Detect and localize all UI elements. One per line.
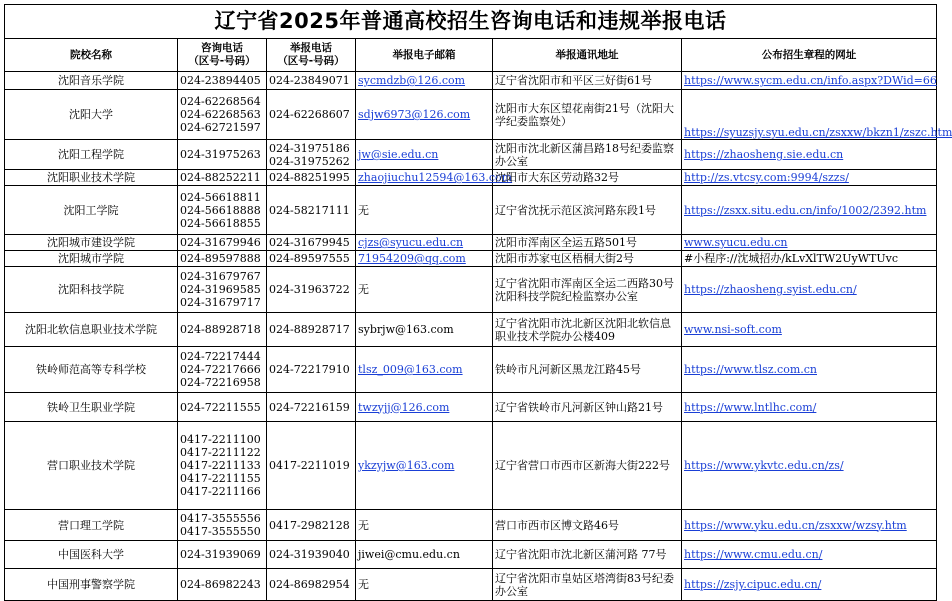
- email-text: 无: [358, 578, 369, 591]
- table-row: [5, 90, 937, 140]
- report-phone: 024-72217910: [269, 363, 350, 376]
- email-text: 无: [358, 203, 369, 217]
- consult-phone: 024-62721597: [180, 121, 261, 134]
- report-phone-cell: [267, 347, 356, 393]
- report-address: 辽宁省沈阳市浑南区全运二西路30号沈阳科技学院纪检监察办公室: [495, 276, 674, 303]
- school-name: 铁岭卫生职业学院: [47, 400, 135, 414]
- table-row: [5, 313, 937, 347]
- website-link[interactable]: www.nsi-soft.com: [684, 323, 782, 336]
- school-name-cell: [5, 422, 178, 510]
- consult-phone-cell: [178, 72, 267, 90]
- table-row: [5, 569, 937, 601]
- email-text: sybrjw@163.com: [358, 323, 454, 336]
- website-link[interactable]: https://zhaosheng.syist.edu.cn/: [684, 283, 857, 296]
- consult-phone: 024-31679767: [180, 270, 261, 283]
- header-email: 举报电子邮箱: [356, 39, 493, 72]
- table-body: [5, 72, 952, 601]
- report-phone: 024-88928717: [269, 323, 350, 336]
- consult-phone: 024-86982243: [180, 578, 261, 591]
- website-link[interactable]: https://www.sycm.edu.cn/info.aspx?DWid=66: [684, 74, 937, 87]
- school-name-cell: [5, 541, 178, 569]
- report-address-cell: [493, 510, 682, 541]
- page-title: 辽宁省2025年普通高校招生咨询电话和违规举报电话: [5, 5, 937, 39]
- report-address: 沈阳市大东区望花南街21号（沈阳大学纪委监察处）: [495, 101, 674, 128]
- school-name: 中国刑事警察学院: [47, 578, 135, 591]
- email-link[interactable]: jw@sie.edu.cn: [358, 148, 439, 161]
- email-text: 无: [358, 283, 369, 296]
- report-email-cell: [356, 541, 493, 569]
- school-name: 沈阳科技学院: [58, 283, 124, 296]
- table-row: [5, 170, 937, 186]
- report-phone-cell: [267, 251, 356, 267]
- consult-phone: 024-62268564: [180, 95, 261, 108]
- report-address-cell: [493, 186, 682, 235]
- school-name-cell: [5, 347, 178, 393]
- report-address: 辽宁省沈阳市皇姑区塔湾街83号纪委办公室: [495, 571, 674, 598]
- report-email-cell: [356, 186, 493, 235]
- report-email-cell: [356, 393, 493, 422]
- school-name: 沈阳职业技术学院: [47, 171, 135, 184]
- consult-phone-cell: [178, 251, 267, 267]
- report-phone-cell: [267, 170, 356, 186]
- report-phone: 024-31963722: [269, 283, 350, 296]
- website-cell: [682, 267, 937, 313]
- report-address-cell: [493, 313, 682, 347]
- consult-phone-cell: [178, 541, 267, 569]
- email-link[interactable]: zhaojiuchu12594@163.com: [358, 171, 513, 184]
- enrollment-hotline-table: [4, 4, 952, 601]
- consult-phone: 024-72217666: [180, 363, 261, 376]
- consult-phone-cell: [178, 140, 267, 170]
- website-cell: [682, 347, 937, 393]
- title-row: [5, 5, 937, 39]
- school-name-cell: [5, 313, 178, 347]
- email-link[interactable]: twzyjj@126.com: [358, 400, 450, 414]
- school-name-cell: [5, 140, 178, 170]
- website-cell: [682, 510, 937, 541]
- report-address: 辽宁省铁岭市凡河新区钟山路21号: [495, 400, 663, 414]
- school-name: 沈阳大学: [69, 108, 113, 121]
- consult-phone-cell: [178, 422, 267, 510]
- school-name-cell: [5, 510, 178, 541]
- school-name-cell: [5, 393, 178, 422]
- website-link[interactable]: https://www.cmu.edu.cn/: [684, 548, 823, 561]
- report-phone: 0417-2982128: [269, 518, 350, 532]
- report-address-cell: [493, 267, 682, 313]
- website-cell: [682, 251, 937, 267]
- report-address: 沈阳市苏家屯区梧桐大街2号: [495, 252, 634, 265]
- website-text: #小程序://沈城招办/kLvXlTW2UyWTUvc: [684, 252, 898, 265]
- report-address-cell: [493, 251, 682, 267]
- school-name: 沈阳城市学院: [58, 252, 124, 265]
- report-email-cell: [356, 90, 493, 140]
- report-phone-cell: [267, 186, 356, 235]
- report-phone: 024-72216159: [269, 400, 350, 414]
- school-name: 沈阳北软信息职业技术学院: [25, 323, 157, 336]
- consult-phone-cell: [178, 347, 267, 393]
- report-address: 铁岭市凡河新区黑龙江路45号: [495, 363, 641, 376]
- consult-phone: 024-62268563: [180, 108, 261, 121]
- website-cell: [682, 170, 937, 186]
- report-address-cell: [493, 393, 682, 422]
- consult-phone: 024-31679946: [180, 236, 261, 249]
- email-link[interactable]: sycmdzb@126.com: [358, 74, 466, 87]
- consult-phone: 024-56618855: [180, 216, 261, 230]
- consult-phone: 0417-3555556: [180, 512, 261, 525]
- school-name-cell: [5, 186, 178, 235]
- report-email-cell: [356, 235, 493, 251]
- website-link[interactable]: http://zs.vtcsy.com:9994/szzs/: [684, 171, 849, 184]
- report-email-cell: [356, 170, 513, 186]
- report-phone: 024-89597555: [269, 252, 350, 265]
- email-text: 无: [358, 518, 369, 532]
- report-phone: 024-31975186: [269, 141, 350, 155]
- website-link[interactable]: https://www.ykvtc.edu.cn/zs/: [684, 459, 844, 472]
- table-row: [5, 186, 937, 235]
- school-name-cell: [5, 267, 178, 313]
- table-row: [5, 72, 937, 90]
- header-address: 举报通讯地址: [493, 39, 682, 72]
- consult-phone-cell: [178, 393, 267, 422]
- consult-phone: 024-56618811: [180, 190, 261, 204]
- website-link[interactable]: https://zsxx.situ.edu.cn/info/1002/2392.htm: [684, 203, 927, 217]
- report-address-cell: [493, 235, 682, 251]
- header-report-label: 举报电话: [290, 42, 332, 54]
- email-link[interactable]: tlsz_009@163.com: [358, 363, 463, 376]
- consult-phone-cell: [178, 186, 267, 235]
- header-report-phone: [267, 39, 356, 72]
- consult-phone-cell: [178, 313, 267, 347]
- consult-phone-cell: [178, 235, 267, 251]
- report-phone: 024-31679945: [269, 236, 350, 249]
- table-row: [5, 251, 937, 267]
- consult-phone: 024-88928718: [180, 323, 261, 336]
- consult-phone: 024-23894405: [180, 74, 261, 87]
- report-address-cell: [493, 72, 682, 90]
- report-email-cell: [356, 422, 493, 510]
- consult-phone: 024-89597888: [180, 252, 261, 265]
- report-phone-cell: [267, 90, 356, 140]
- website-cell: [682, 422, 937, 510]
- school-name: 营口理工学院: [58, 518, 124, 532]
- website-cell: [682, 235, 937, 251]
- consult-phone: 0417-2211100: [180, 433, 261, 446]
- report-address: 辽宁省沈阳市和平区三好街61号: [495, 74, 652, 87]
- website-link[interactable]: https://www.tlsz.com.cn: [684, 363, 817, 376]
- report-phone-cell: [267, 72, 356, 90]
- website-cell: [682, 186, 937, 235]
- table-row: [5, 235, 937, 251]
- report-address: 沈阳市沈北新区蒲昌路18号纪委监察办公室: [495, 141, 674, 168]
- report-phone: 024-31975262: [269, 154, 350, 168]
- website-link[interactable]: https://zsjy.cipuc.edu.cn/: [684, 578, 822, 591]
- consult-phone: 024-72216958: [180, 376, 261, 389]
- report-phone-cell: [267, 267, 356, 313]
- school-name: 沈阳工学院: [63, 203, 119, 217]
- consult-phone: 0417-2211166: [180, 485, 261, 498]
- report-address: 沈阳市浑南区全运五路501号: [495, 236, 637, 249]
- school-name: 营口职业技术学院: [47, 459, 135, 472]
- report-phone: 024-23849071: [269, 74, 350, 87]
- report-email-cell: [356, 510, 493, 541]
- website-cell: [682, 140, 937, 170]
- consult-phone: 024-72211555: [180, 400, 261, 414]
- header-report-format: （区号-号码）: [277, 55, 345, 67]
- school-name-cell: [5, 90, 178, 140]
- report-email-cell: [356, 72, 493, 90]
- report-phone: 024-88251995: [269, 171, 350, 184]
- website-cell: [682, 541, 937, 569]
- report-phone-cell: [267, 422, 356, 510]
- consult-phone: 024-31969585: [180, 283, 261, 296]
- header-consult-format: （区号-号码）: [188, 55, 256, 67]
- website-link[interactable]: https://www.yku.edu.cn/zsxxw/wzsy.htm: [684, 518, 907, 532]
- table-row: [5, 510, 937, 541]
- website-link[interactable]: https://syuzsjy.syu.edu.cn/zsxxw/bkzn1/zszc.htm: [684, 126, 952, 139]
- header-consult-phone: [178, 39, 267, 72]
- website-link[interactable]: https://zhaosheng.sie.edu.cn: [684, 148, 844, 161]
- consult-phone-cell: [178, 510, 267, 541]
- table-row: [5, 140, 937, 170]
- table-row: [5, 267, 937, 313]
- consult-phone: 024-56618888: [180, 203, 261, 217]
- email-link[interactable]: sdjw6973@126.com: [358, 108, 471, 121]
- consult-phone: 0417-2211133: [180, 459, 261, 472]
- school-name-cell: [5, 569, 178, 601]
- report-address-cell: [493, 422, 682, 510]
- report-address: 辽宁省沈阳市沈北新区蒲河路 77号: [495, 548, 667, 561]
- school-name: 铁岭师范高等专科学校: [36, 363, 146, 376]
- report-phone: 024-31939040: [269, 548, 350, 561]
- email-link[interactable]: 71954209@qq.com: [358, 252, 466, 265]
- report-address: 辽宁省沈抚示范区滨河路东段1号: [495, 203, 656, 217]
- report-email-cell: [356, 251, 493, 267]
- report-email-cell: [356, 313, 493, 347]
- website-link[interactable]: https://www.lntlhc.com/: [684, 400, 817, 414]
- report-address-cell: [493, 347, 682, 393]
- consult-phone: 0417-2211155: [180, 472, 261, 485]
- report-phone-cell: [267, 569, 356, 601]
- consult-phone-cell: [178, 90, 267, 140]
- report-address-cell: [493, 140, 682, 170]
- table-row: [5, 541, 937, 569]
- header-row: [5, 39, 937, 72]
- school-name: 沈阳工程学院: [58, 148, 124, 161]
- website-link[interactable]: www.syucu.edu.cn: [684, 236, 788, 249]
- website-cell: [682, 72, 937, 90]
- school-name: 中国医科大学: [58, 548, 124, 561]
- report-phone: 024-86982954: [269, 578, 350, 591]
- website-cell: [682, 90, 952, 140]
- report-email-cell: [356, 569, 493, 601]
- website-cell: [682, 569, 937, 601]
- school-name-cell: [5, 72, 178, 90]
- consult-phone: 024-31939069: [180, 548, 261, 561]
- consult-phone-cell: [178, 170, 267, 186]
- website-cell: [682, 313, 937, 347]
- consult-phone: 024-31679717: [180, 296, 261, 309]
- email-text: jiwei@cmu.edu.cn: [358, 548, 460, 561]
- report-email-cell: [356, 347, 493, 393]
- report-address: 营口市西市区博文路46号: [495, 518, 619, 532]
- table-row: [5, 393, 937, 422]
- school-name-cell: [5, 251, 178, 267]
- consult-phone: 024-88252211: [180, 171, 261, 184]
- school-name-cell: [5, 170, 178, 186]
- consult-phone: 024-31975263: [180, 148, 261, 161]
- report-address-cell: [493, 170, 682, 186]
- school-name: 沈阳音乐学院: [58, 74, 124, 87]
- header-consult-label: 咨询电话: [201, 42, 243, 54]
- report-address: 辽宁省营口市西市区新海大街222号: [495, 459, 670, 472]
- header-website: 公布招生章程的网址: [682, 39, 937, 72]
- report-email-cell: [356, 267, 493, 313]
- consult-phone-cell: [178, 267, 267, 313]
- report-phone: 024-58217111: [269, 203, 350, 217]
- report-phone: 024-62268607: [269, 108, 350, 121]
- email-link[interactable]: cjzs@syucu.edu.cn: [358, 236, 464, 249]
- report-address: 辽宁省沈阳市沈北新区沈阳北软信息职业技术学院办公楼409: [495, 316, 671, 343]
- table-row: [5, 347, 937, 393]
- report-address-cell: [493, 541, 682, 569]
- report-address: 沈阳市大东区劳动路32号: [495, 171, 619, 184]
- report-phone-cell: [267, 313, 356, 347]
- report-email-cell: [356, 140, 493, 170]
- report-phone-cell: [267, 510, 356, 541]
- report-address-cell: [493, 569, 682, 601]
- header-school: 院校名称: [5, 39, 178, 72]
- website-cell: [682, 393, 937, 422]
- consult-phone: 024-72217444: [180, 350, 261, 363]
- report-phone-cell: [267, 140, 356, 170]
- school-name: 沈阳城市建设学院: [47, 236, 135, 249]
- table-row: [5, 422, 937, 510]
- report-phone-cell: [267, 541, 356, 569]
- report-address-cell: [493, 90, 682, 140]
- consult-phone: 0417-3555550: [180, 525, 261, 538]
- school-name-cell: [5, 235, 178, 251]
- consult-phone-cell: [178, 569, 267, 601]
- report-phone-cell: [267, 235, 356, 251]
- email-link[interactable]: ykzyjw@163.com: [358, 459, 455, 472]
- report-phone-cell: [267, 393, 356, 422]
- report-phone: 0417-2211019: [269, 459, 350, 472]
- consult-phone: 0417-2211122: [180, 446, 261, 459]
